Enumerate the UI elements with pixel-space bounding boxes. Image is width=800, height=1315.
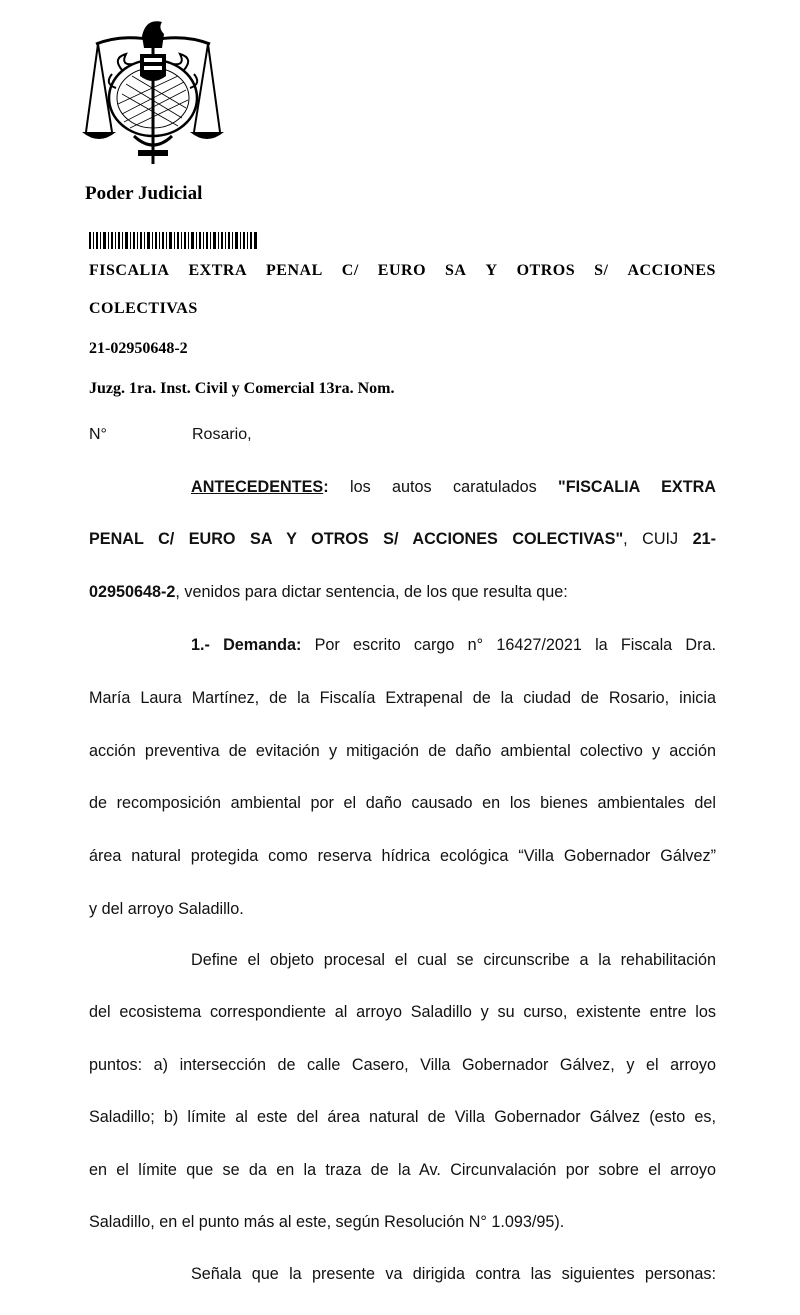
case-cuij: 21-02950648-2 (89, 340, 188, 357)
caption-word: PENAL (266, 262, 323, 279)
paragraph-line: Saladillo, en el punto más al este, según Resolución N° 1.093/95). (89, 1213, 565, 1231)
scales-of-justice-emblem-icon (82, 14, 224, 176)
caption-word: ACCIONES (627, 262, 716, 279)
paragraph-line: Saladillo; b) límite al este del área natural de Villa Gobernador Gálvez (esto es, (89, 1108, 716, 1126)
paragraph-line: ANTECEDENTES: los autos caratulados "FISCALIA EXTRA (191, 478, 716, 496)
case-caption-line-1 (89, 262, 716, 280)
paragraph-line: puntos: a) intersección de calle Casero, Villa Gobernador Gálvez, y el arroyo (89, 1056, 716, 1074)
caption-word: FISCALIA (89, 262, 170, 279)
section-heading-antecedentes: ANTECEDENTES (191, 478, 324, 496)
section-heading-demanda: 1.- Demanda: (191, 636, 302, 654)
caption-word: EXTRA (188, 262, 247, 279)
caption-word: S/ (594, 262, 609, 279)
paragraph-line: Señala que la presente va dirigida contra las siguientes personas: (191, 1265, 716, 1283)
paragraph-line: acción preventiva de evitación y mitigación de daño ambiental colectivo y acción (89, 742, 716, 760)
paragraph-line: en el límite que se da en la traza de la Av. Circunvalación por sobre el arroyo (89, 1161, 716, 1179)
paragraph-line: y del arroyo Saladillo. (89, 900, 244, 918)
caption-word: C/ (341, 262, 359, 279)
court-name: Juzg. 1ra. Inst. Civil y Comercial 13ra. Nom. (89, 380, 395, 397)
barcode-icon (89, 232, 257, 249)
caption-word: OTROS (516, 262, 576, 279)
paragraph-line: del ecosistema correspondiente al arroyo Saladillo y su curso, existente entre los (89, 1003, 716, 1021)
case-caption-line-2: COLECTIVAS (89, 300, 198, 317)
paragraph-line: 02950648-2, venidos para dictar sentencia, de los que resulta que: (89, 583, 568, 601)
paragraph-line: de recomposición ambiental por el daño causado en los bienes ambientales del (89, 794, 716, 812)
paragraph-line: PENAL C/ EURO SA Y OTROS S/ ACCIONES COLECTIVAS", CUIJ 21- (89, 530, 717, 548)
caption-word: Y (485, 262, 498, 279)
number-label: N° (89, 426, 107, 443)
city-label: Rosario, (192, 426, 252, 443)
caption-word: EURO (377, 262, 427, 279)
caption-word: SA (445, 262, 467, 279)
organization-name: Poder Judicial (85, 183, 203, 204)
paragraph-line: área natural protegida como reserva hídrica ecológica “Villa Gobernador Gálvez” (89, 847, 716, 865)
paragraph-line: 1.- Demanda: Por escrito cargo n° 16427/2021 la Fiscala Dra. (191, 636, 716, 654)
paragraph-line: María Laura Martínez, de la Fiscalía Extrapenal de la ciudad de Rosario, inicia (89, 689, 716, 707)
paragraph-line: Define el objeto procesal el cual se circunscribe a la rehabilitación (191, 951, 716, 969)
